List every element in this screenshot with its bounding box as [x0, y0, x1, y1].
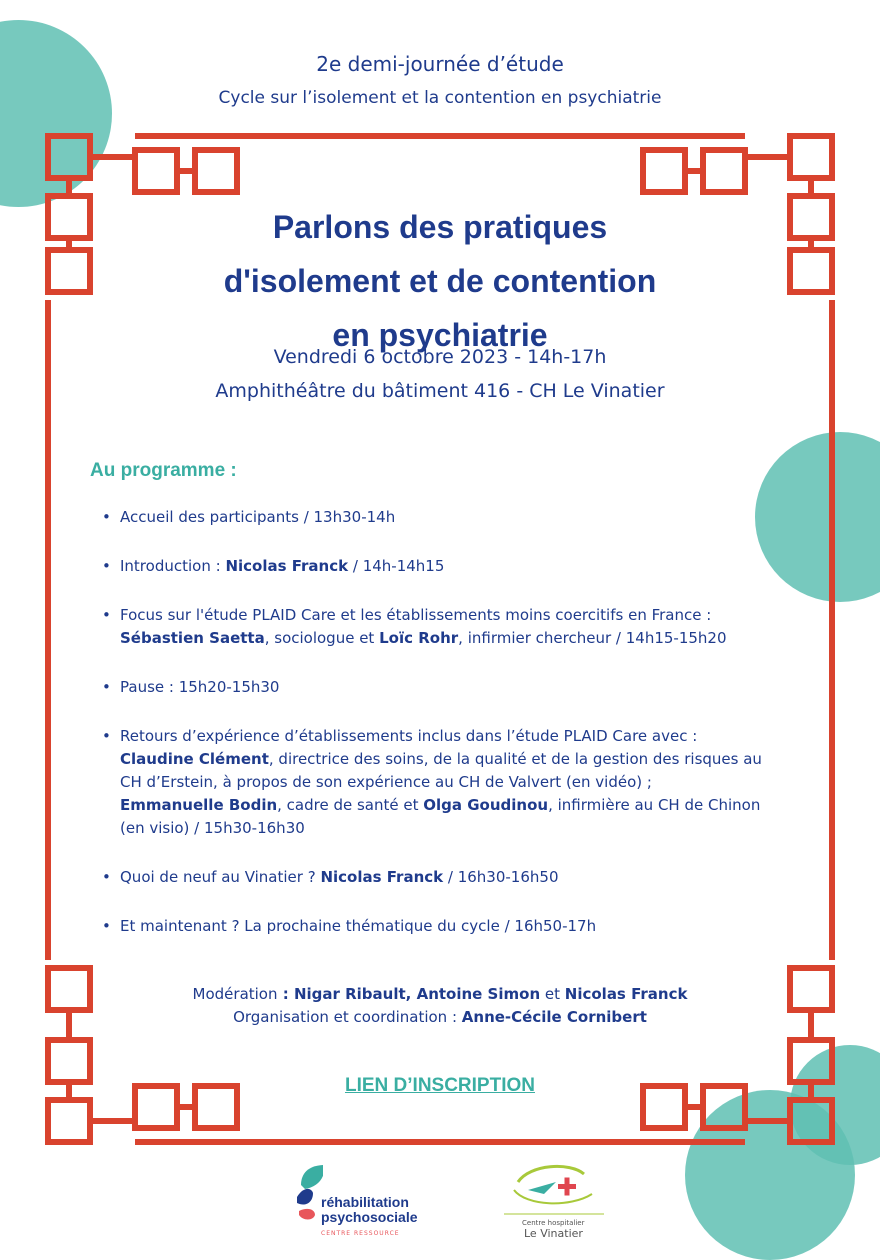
- program-item-text: Quoi de neuf au Vinatier ?: [120, 868, 321, 886]
- speaker-name: Claudine Clément: [120, 750, 269, 768]
- speaker-name: Nicolas Franck: [225, 557, 349, 575]
- program-item-text: CH d’Erstein, à propos de son expérience au CH de Valvert (en vidéo) ;: [120, 773, 652, 791]
- rehab-psychosociale-logo: [293, 1163, 433, 1243]
- speaker-name: Emmanuelle Bodin: [120, 796, 278, 814]
- vinatier-logo-line-1: Centre hospitalier: [522, 1219, 585, 1227]
- rehab-logo-line-1: réhabilitation: [321, 1194, 409, 1210]
- speaker-name: Loïc Rohr: [379, 629, 459, 647]
- registration-link[interactable]: LIEN D’INSCRIPTION: [344, 1075, 535, 1096]
- moderation-label: Modération: [192, 985, 278, 1003]
- program-item-time: , infirmier chercheur / 14h15-15h20: [458, 629, 727, 647]
- moderator-name: Nicolas Franck: [564, 985, 688, 1003]
- organisation-label: Organisation et coordination :: [233, 1008, 462, 1026]
- moderation-line: [0, 983, 880, 1006]
- event-location: Amphithéâtre du bâtiment 416 - CH Le Vinatier: [215, 380, 665, 402]
- moderator-names: : Nigar Ribault, Antoine Simon: [277, 985, 541, 1003]
- conjunction: et: [540, 985, 565, 1003]
- rehab-logo-mark-icon: [293, 1163, 323, 1223]
- program-item-text: Introduction :: [120, 557, 226, 575]
- page-title: [140, 200, 740, 362]
- program-item: [100, 725, 790, 840]
- program-item-text: , sociologue et: [264, 629, 380, 647]
- rehab-logo-line-2: psychosociale: [321, 1209, 418, 1225]
- organiser-name: Anne-Cécile Cornibert: [461, 1008, 647, 1026]
- program-item-text: Accueil des participants / 13h30-14h: [120, 508, 396, 526]
- program-item: [100, 506, 790, 529]
- program-list: [100, 506, 790, 964]
- program-item: [100, 676, 790, 699]
- cycle-title: Cycle sur l’isolement et la contention en psychiatrie: [218, 88, 662, 108]
- credits: [0, 983, 880, 1029]
- program-heading: Au programme :: [90, 460, 237, 481]
- program-item-text: , infirmière au CH de Chinon: [548, 796, 761, 814]
- program-item: [100, 866, 790, 889]
- vinatier-logo-line-2: Le Vinatier: [524, 1227, 583, 1240]
- vinatier-logo-mark-icon: [500, 1160, 610, 1218]
- title-line-3: en psychiatrie: [332, 317, 548, 353]
- program-item-text: , cadre de santé et: [277, 796, 424, 814]
- program-item-text: , directrice des soins, de la qualité et de la gestion des risques au: [268, 750, 762, 768]
- rehab-logo-line-3: CENTRE RESSOURCE: [321, 1230, 400, 1237]
- program-item-time: / 14h-14h15: [348, 557, 445, 575]
- event-subtitle: 2e demi-journée d’étude: [316, 52, 564, 76]
- program-item-text: Retours d’expérience d’établissements inclus dans l’étude PLAID Care avec :: [120, 727, 698, 745]
- program-item-time: / 16h30-16h50: [443, 868, 559, 886]
- event-date: Vendredi 6 octobre 2023 - 14h-17h: [273, 346, 607, 368]
- registration-link-container: [0, 1075, 880, 1097]
- title-line-1: Parlons des pratiques: [272, 209, 608, 245]
- program-item: [100, 555, 790, 578]
- organisation-line: [0, 1006, 880, 1029]
- title-line-2: d'isolement et de contention: [223, 263, 657, 299]
- program-item-text: Focus sur l'étude PLAID Care et les établissements moins coercitifs en France :: [120, 606, 712, 624]
- program-item-time: (en visio) / 15h30-16h30: [120, 819, 305, 837]
- speaker-name: Sébastien Saetta: [120, 629, 265, 647]
- speaker-name: Nicolas Franck: [320, 868, 444, 886]
- program-item-text: Pause : 15h20-15h30: [120, 678, 280, 696]
- program-item-text: Et maintenant ? La prochaine thématique du cycle / 16h50-17h: [120, 917, 597, 935]
- speaker-name: Olga Goudinou: [423, 796, 549, 814]
- program-item: [100, 604, 790, 650]
- vinatier-logo: [500, 1160, 610, 1245]
- program-item: [100, 915, 790, 938]
